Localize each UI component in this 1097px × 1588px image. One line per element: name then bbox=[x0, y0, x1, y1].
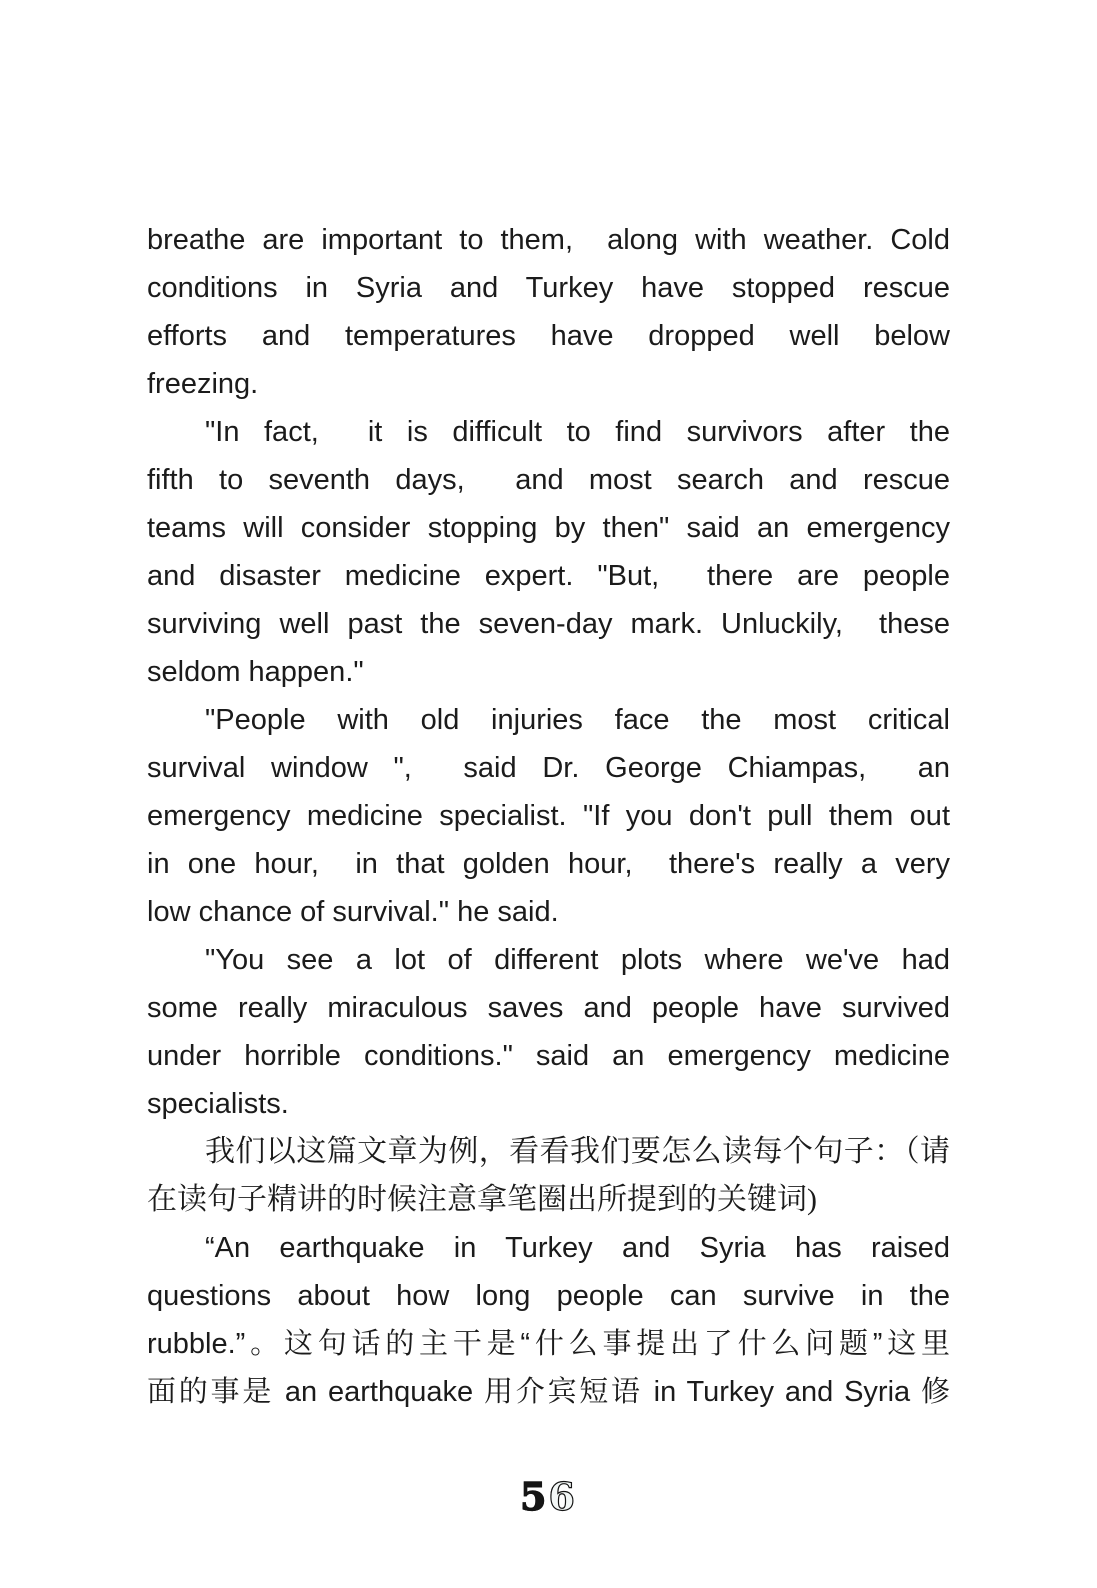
paragraph-2 bbox=[147, 408, 950, 696]
paragraph-6-mixed bbox=[147, 1224, 950, 1416]
paragraph-3 bbox=[147, 696, 950, 936]
text-line: specialists. bbox=[147, 1088, 289, 1120]
paragraph-4 bbox=[147, 936, 950, 1128]
text-line: freezing. bbox=[147, 368, 259, 400]
text-line: teams will consider stopping by then" said an emergency bbox=[147, 512, 950, 544]
text-line: under horrible conditions." said an emergency medicine bbox=[147, 1040, 950, 1072]
text-line: questions about how long people can survive in the bbox=[147, 1280, 950, 1312]
paragraph-1 bbox=[147, 216, 950, 408]
text-line: 我们以这篇文章为例，看看我们要怎么读每个句子：（请 bbox=[205, 1135, 950, 1168]
text-line: efforts and temperatures have dropped well below bbox=[147, 320, 950, 352]
text-line: in one hour, in that golden hour, there's really a very bbox=[147, 848, 950, 880]
text-line: and disaster medicine expert. "But, there are people bbox=[147, 560, 950, 592]
text-line: "You see a lot of different plots where we've had bbox=[205, 944, 950, 976]
page-footer bbox=[0, 1474, 1097, 1519]
text-line: "People with old injuries face the most critical bbox=[205, 704, 950, 736]
text-line: "In fact, it is difficult to find survivors after the bbox=[205, 416, 950, 448]
text-line: emergency medicine specialist. "If you don't pull them out bbox=[147, 800, 950, 832]
text-line: breathe are important to them, along with weather. Cold bbox=[147, 224, 950, 256]
text-line: fifth to seventh days, and most search and rescue bbox=[147, 464, 950, 496]
text-line: conditions in Syria and Turkey have stopped rescue bbox=[147, 272, 950, 304]
paragraph-5-chinese bbox=[147, 1128, 950, 1224]
text-line: some really miraculous saves and people have survived bbox=[147, 992, 950, 1024]
text-line: seldom happen." bbox=[147, 656, 364, 688]
text-line: rubble.”。这句话的主干是“什么事提出了什么问题”这里 bbox=[147, 1328, 950, 1360]
text-line: “An earthquake in Turkey and Syria has raised bbox=[205, 1232, 950, 1264]
text-line: survival window ", said Dr. George Chiampas, an bbox=[147, 752, 950, 784]
page-number: 56 bbox=[520, 1474, 577, 1519]
text-line: 面的事是 an earthquake 用介宾短语 in Turkey and Syria 修 bbox=[147, 1376, 950, 1408]
text-line: low chance of survival." he said. bbox=[147, 896, 559, 928]
text-line: surviving well past the seven-day mark. Unluckily, these bbox=[147, 608, 950, 640]
text-line: 在读句子精讲的时候注意拿笔圈出所提到的关键词) bbox=[147, 1183, 817, 1216]
